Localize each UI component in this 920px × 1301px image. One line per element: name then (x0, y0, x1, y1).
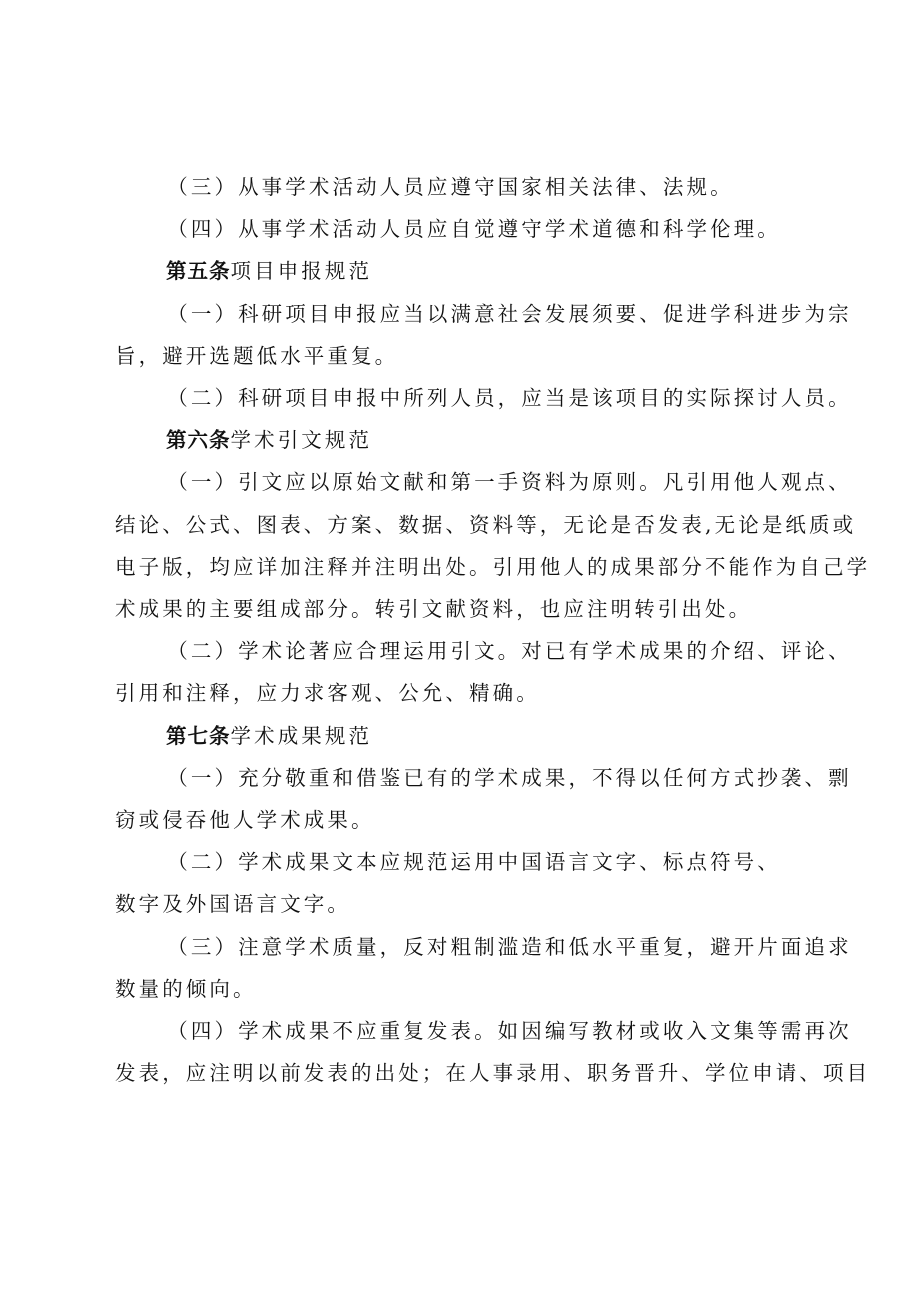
article-title: 学术成果规范 (230, 723, 373, 748)
paragraph-art6-item1 (115, 461, 871, 630)
paragraph-art7-item1 (115, 757, 852, 841)
text-line: 数字及外国语言文字。 (115, 892, 351, 917)
text-line: （二）学术成果文本应规范运用中国语言文字、标点符号、 (167, 850, 781, 875)
text-line: （三）从事学术活动人员应遵守国家相关法律、法规。 (167, 175, 734, 199)
text-line: 电子版，均应详加注释并注明出处。引用他人的成果部分不能作为自己学 (115, 554, 871, 579)
paragraph-art5-item2 (115, 377, 852, 419)
text-line: 窃或侵吞他人学术成果。 (115, 808, 375, 833)
paragraph-art4-item3 (115, 166, 805, 208)
text-line: （三）注意学术质量，反对粗制滥造和低水平重复，避开片面追求 (167, 934, 852, 959)
text-line: 旨，避开选题低水平重复。 (115, 343, 399, 368)
article-title: 项目申报规范 (230, 259, 373, 284)
article-heading-7 (115, 715, 805, 757)
paragraph-art7-item4 (115, 1010, 871, 1094)
paragraph-art4-item4 (115, 208, 805, 250)
text-line: 发表，应注明以前发表的出处；在人事录用、职务晋升、学位申请、项目 (115, 1061, 871, 1086)
text-line: 术成果的主要组成部分。转引文献资料，也应注明转引出处。 (115, 597, 753, 622)
article-number: 第五条 (166, 259, 231, 284)
paragraph-art7-item3 (115, 926, 852, 1010)
article-number: 第六条 (166, 428, 231, 453)
article-heading-5 (115, 250, 805, 292)
article-number: 第七条 (166, 723, 231, 748)
text-line: （四）从事学术活动人员应自觉遵守学术道德和科学伦理。 (167, 217, 781, 242)
text-line: （一）引文应以原始文献和第一手资料为原则。凡引用他人观点、 (167, 470, 852, 495)
paragraph-art5-item1 (115, 293, 852, 377)
text-line: （二）科研项目申报中所列人员，应当是该项目的实际探讨人员。 (167, 386, 852, 411)
text-line: （二）学术论著应合理运用引文。对已有学术成果的介绍、评论、 (167, 639, 852, 664)
paragraph-art7-item2 (115, 841, 805, 925)
text-line: （一）充分敬重和借鉴已有的学术成果，不得以任何方式抄袭、剽 (167, 765, 852, 790)
text-line: （四）学术成果不应重复发表。如因编写教材或收入文集等需再次 (167, 1019, 852, 1044)
document-page (115, 166, 871, 1094)
text-line: 结论、公式、图表、方案、数据、资料等，无论是否发表,无论是纸质或 (115, 512, 857, 537)
article-title: 学术引文规范 (230, 428, 373, 453)
text-line: （一）科研项目申报应当以满意社会发展须要、促进学科进步为宗 (167, 301, 852, 326)
text-line: 数量的倾向。 (115, 976, 257, 1001)
article-heading-6 (115, 419, 805, 461)
text-line: 引用和注释，应力求客观、公允、精确。 (115, 681, 540, 706)
paragraph-art6-item2 (115, 630, 852, 714)
